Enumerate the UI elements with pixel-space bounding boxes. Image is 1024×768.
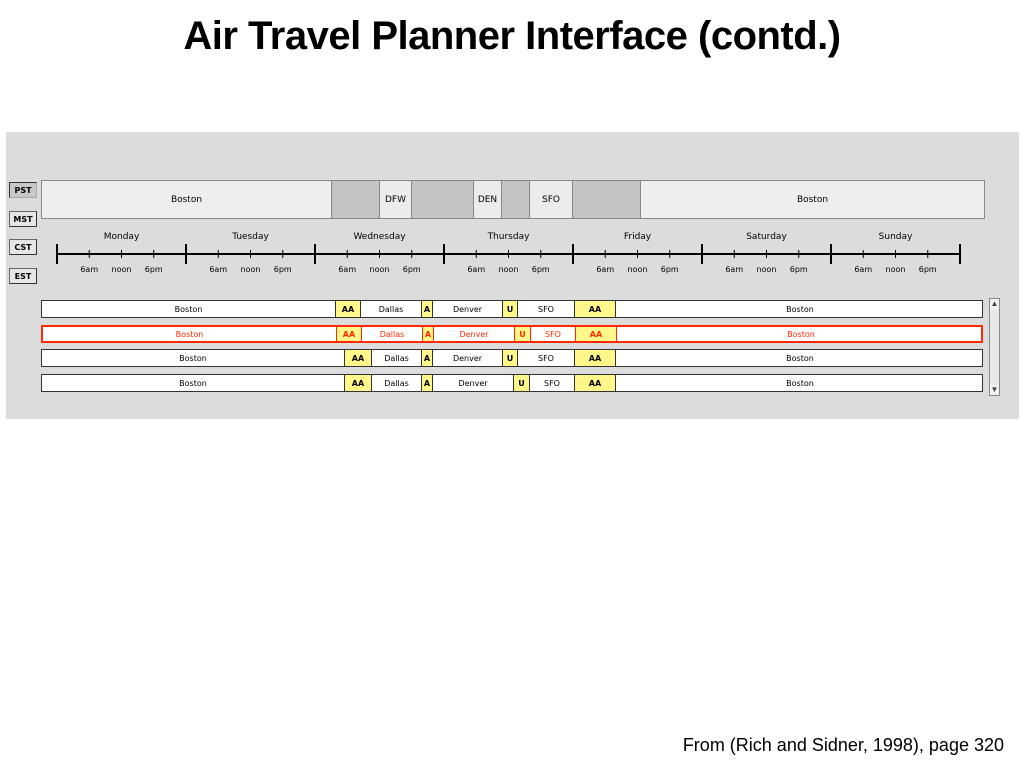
city-stay-cell[interactable]: SFO — [518, 301, 575, 317]
city-stay-cell[interactable]: Dallas — [372, 375, 422, 391]
flight-carrier-cell[interactable]: U — [515, 327, 531, 341]
time-tick-label: 6am — [854, 265, 873, 274]
flight-carrier-cell[interactable]: U — [503, 350, 518, 366]
city-stay-cell[interactable]: Boston — [786, 304, 814, 314]
summary-airport-dfw[interactable]: DFW — [379, 180, 412, 219]
itinerary-row[interactable] — [41, 300, 983, 318]
summary-airport-den[interactable]: DEN — [473, 180, 502, 219]
city-stay-cell[interactable]: Boston — [42, 375, 345, 391]
city-stay-cell[interactable]: SFO — [530, 375, 575, 391]
slide-title: Air Travel Planner Interface (contd.) — [183, 14, 841, 58]
trip-summary-bar — [41, 180, 985, 219]
tz-button-pst[interactable]: PST — [9, 182, 37, 198]
city-stay-cell[interactable]: Dallas — [361, 301, 422, 317]
time-tick-label: 6am — [80, 265, 99, 274]
flight-carrier-cell[interactable]: AA — [576, 327, 617, 341]
itinerary-row[interactable] — [41, 374, 983, 392]
flight-carrier-cell[interactable]: A — [422, 350, 433, 366]
summary-gap — [332, 180, 379, 219]
city-stay-cell[interactable]: Denver — [433, 301, 503, 317]
city-stay-cell[interactable]: Denver — [433, 350, 503, 366]
flight-carrier-cell[interactable]: AA — [336, 301, 361, 317]
day-label: Wednesday — [353, 232, 406, 242]
time-tick-label: 6am — [338, 265, 357, 274]
time-tick-label: 6am — [596, 265, 615, 274]
scroll-down-arrow-icon[interactable]: ▼ — [990, 385, 999, 394]
time-tick-label: noon — [369, 265, 390, 274]
flight-carrier-cell[interactable]: A — [423, 327, 434, 341]
time-tick-label: noon — [627, 265, 648, 274]
city-stay-cell[interactable]: Boston — [43, 327, 337, 341]
itinerary-scrollbar[interactable] — [989, 298, 1000, 396]
day-label: Sunday — [878, 232, 913, 242]
flight-carrier-cell[interactable]: AA — [345, 350, 372, 366]
day-label: Thursday — [487, 232, 530, 242]
time-tick-label: 6pm — [531, 265, 550, 274]
summary-gap — [573, 180, 640, 219]
city-stay-cell[interactable]: Dallas — [362, 327, 423, 341]
flight-carrier-cell[interactable]: U — [514, 375, 530, 391]
itinerary-row-selected[interactable] — [41, 325, 983, 343]
time-tick-label: 6pm — [660, 265, 679, 274]
time-tick-label: noon — [111, 265, 132, 274]
time-tick-label: noon — [756, 265, 777, 274]
time-tick-label: noon — [498, 265, 519, 274]
summary-gap — [502, 180, 529, 219]
summary-segment-boston-start[interactable]: Boston — [41, 180, 332, 219]
city-stay-cell[interactable]: Denver — [434, 327, 515, 341]
city-stay-cell[interactable]: Boston — [786, 353, 814, 363]
city-stay-cell[interactable]: Denver — [433, 375, 514, 391]
day-label: Tuesday — [232, 232, 269, 242]
time-tick-label: 6pm — [789, 265, 808, 274]
time-tick-label: noon — [240, 265, 261, 274]
itinerary-row[interactable] — [41, 349, 983, 367]
flight-carrier-cell[interactable]: AA — [575, 301, 616, 317]
summary-airport-sfo[interactable]: SFO — [529, 180, 573, 219]
time-tick-label: 6pm — [144, 265, 163, 274]
city-stay-cell[interactable]: SFO — [531, 327, 576, 341]
city-stay-cell[interactable]: Boston — [42, 350, 345, 366]
city-stay-cell[interactable]: SFO — [518, 350, 575, 366]
time-tick-label: 6pm — [402, 265, 421, 274]
day-label: Saturday — [746, 232, 787, 242]
city-stay-cell[interactable]: Boston — [787, 329, 815, 339]
flight-carrier-cell[interactable]: A — [422, 375, 433, 391]
time-tick-label: 6pm — [273, 265, 292, 274]
day-label: Friday — [623, 232, 652, 242]
flight-carrier-cell[interactable]: AA — [345, 375, 372, 391]
scroll-up-arrow-icon[interactable]: ▲ — [990, 299, 999, 308]
tz-button-est[interactable]: EST — [9, 268, 37, 284]
tz-button-mst[interactable]: MST — [9, 211, 37, 227]
tz-button-cst[interactable]: CST — [9, 239, 37, 255]
flight-carrier-cell[interactable]: AA — [575, 350, 616, 366]
summary-gap — [412, 180, 473, 219]
time-tick-label: 6pm — [918, 265, 937, 274]
time-tick-label: noon — [885, 265, 906, 274]
flight-carrier-cell[interactable]: AA — [575, 375, 616, 391]
city-stay-cell[interactable]: Boston — [786, 378, 814, 388]
summary-segment-boston-end[interactable]: Boston — [640, 180, 985, 219]
time-tick-label: 6am — [209, 265, 228, 274]
flight-carrier-cell[interactable]: AA — [337, 327, 362, 341]
time-tick-label: 6am — [467, 265, 486, 274]
city-stay-cell[interactable]: Boston — [42, 301, 336, 317]
city-stay-cell[interactable]: Dallas — [372, 350, 422, 366]
flight-carrier-cell[interactable]: U — [503, 301, 518, 317]
travel-planner-panel — [6, 132, 1019, 419]
source-credit: From (Rich and Sidner, 1998), page 320 — [682, 735, 1004, 755]
time-tick-label: 6am — [725, 265, 744, 274]
flight-carrier-cell[interactable]: A — [422, 301, 433, 317]
day-label: Monday — [103, 232, 140, 242]
